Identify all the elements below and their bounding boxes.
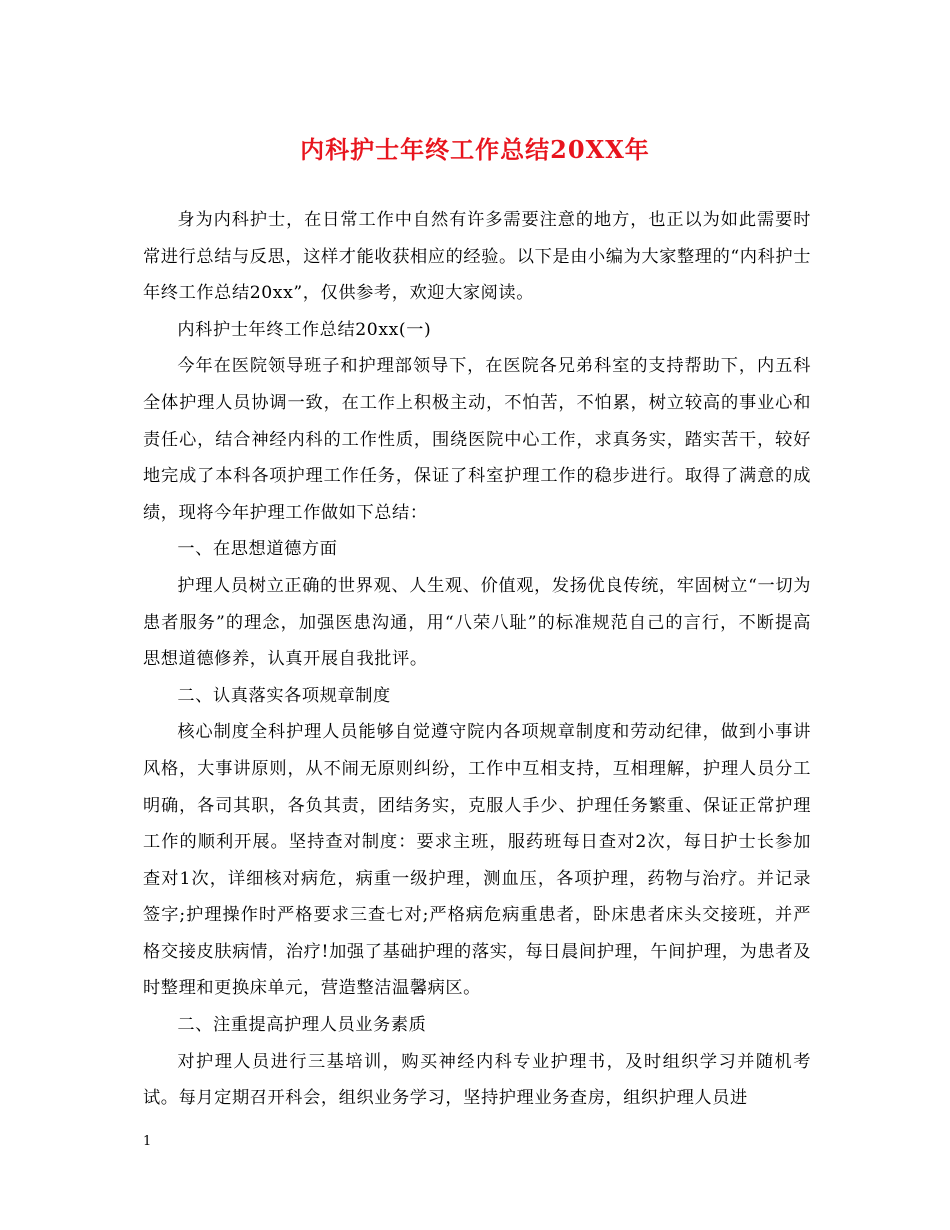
section-heading-ideology: 一、在思想道德方面 [177,539,338,560]
quality-paragraph: 对护理人员进行三基培训，购买神经内科专业护理书，及时组织学习并随机考试。每月定期召开科会，组织业务学习，坚持护理业务查房，组织护理人员进 [143,1051,811,1109]
summary-paragraph: 今年在医院领导班子和护理部领导下，在医院各兄弟科室的支持帮助下，内五科全体护理人员协调一致，在工作上积极主动，不怕苦，不怕累，树立较高的事业心和责任心，结合神经内科的工作性质，围绕医院中心工作，求真务实，踏实苦干，较好地完成了本科各项护理工作任务，保证了科室护理工作的稳步进行。取得了满意的成绩，现将今年护理工作做如下总结： [143,356,811,523]
intro-paragraph: 身为内科护士，在日常工作中自然有许多需要注意的地方，也正以为如此需要时常进行总结与反思，这样才能收获相应的经验。以下是由小编为大家整理的“内科护士年终工作总结20xx”，仅供参考，欢迎大家阅读。 [143,210,811,304]
rules-paragraph: 核心制度全科护理人员能够自觉遵守院内各项规章制度和劳动纪律，做到小事讲风格，大事讲原则，从不闹无原则纠纷，工作中互相支持，互相理解，护理人员分工明确，各司其职，各负其责，团结务实，克服人手少、护理任务繁重、保证正常护理工作的顺利开展。坚持查对制度：要求主班，服药班每日查对2次，每日护士长参加查对1次，详细核对病危，病重一级护理，测血压，各项护理，药物与治疗。并记录签字;护理操作时严格要求三查七对;严格病危病重患者，卧床患者床头交接班，并严格交接皮肤病情，治疗!加强了基础护理的落实，每日晨间护理，午间护理，为患者及时整理和更换床单元，营造整洁温馨病区。 [143,722,811,999]
page-number: 1 [143,1134,152,1149]
section-heading-rules: 二、认真落实各项规章制度 [177,685,391,706]
section-heading-summary-one: 内科护士年终工作总结20xx(一) [177,319,432,340]
ideology-paragraph: 护理人员树立正确的世界观、人生观、价值观，发扬优良传统，牢固树立“一切为患者服务”的理念，加强医患沟通，用“八荣八耻”的标准规范自己的言行，不断提高思想道德修养，认真开展自我批评。 [143,575,811,670]
document-title: 内科护士年终工作总结20XX年 [300,135,650,164]
document-body [143,202,811,1117]
section-heading-quality: 二、注重提高护理人员业务素质 [177,1015,427,1036]
